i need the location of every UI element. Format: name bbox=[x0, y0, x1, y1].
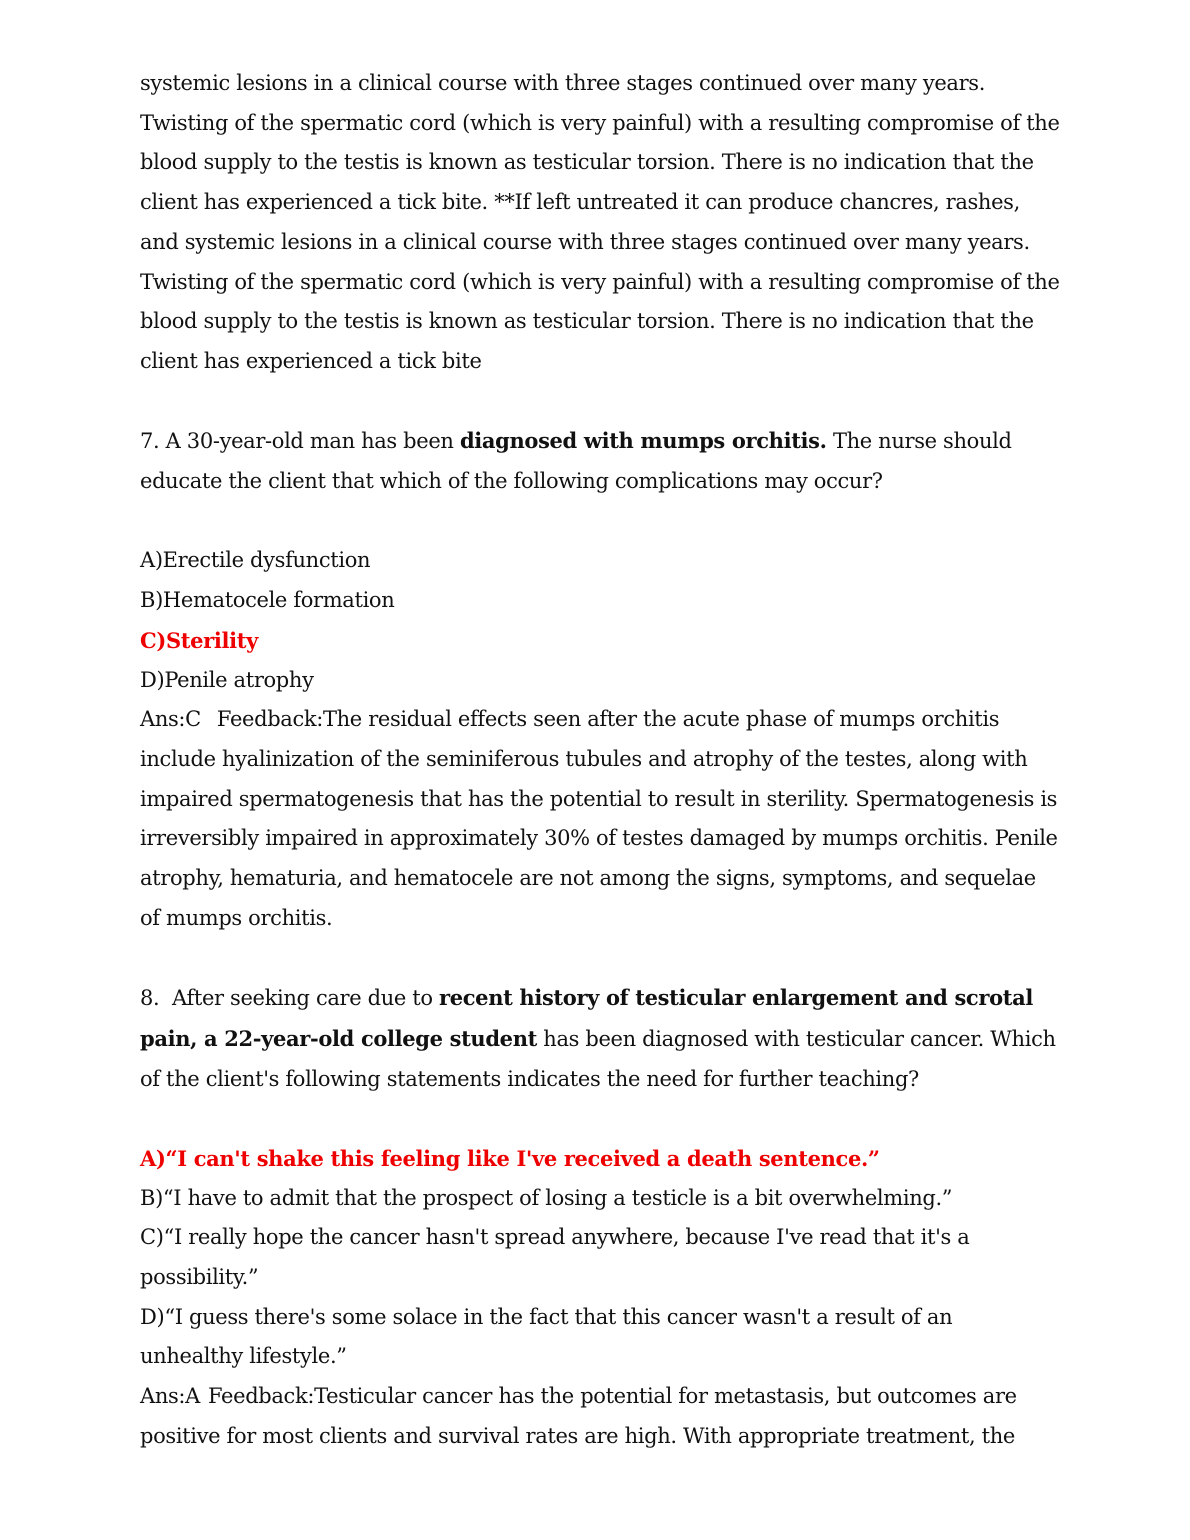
spacer bbox=[140, 502, 1060, 542]
stem-text: has been diagnosed with testicular cancer. Which of the client's following statements indicates the need for further teaching? bbox=[140, 1026, 1056, 1091]
answer-key: Ans:A bbox=[140, 1384, 200, 1409]
continuation-paragraph: systemic lesions in a clinical course with three stages continued over many years. Twisting of the spermatic cord (which is very painful) with a resulting compromise of the blood supply to the testis is known as testicular torsion. There is no indication that the client has experienced a tick bite. **If left untreated it can produce chancres, rashes, and systemic lesions in a clinical course with three stages continued over many years. Twisting of the spermatic cord (which is very painful) with a resulting compromise of the blood supply to the testis is known as testicular torsion. There is no indication that the client has experienced a tick bite bbox=[140, 71, 1060, 373]
question-stem bbox=[140, 421, 1060, 501]
spacer bbox=[140, 382, 1060, 422]
stem-text: After seeking care due to bbox=[159, 986, 440, 1011]
option-c: C)“I really hope the cancer hasn't spread anywhere, because I've read that it's a possibility.” bbox=[140, 1225, 970, 1290]
question-8 bbox=[140, 978, 1060, 1456]
option-c-correct: C)Sterility bbox=[140, 627, 258, 653]
option-a-correct: A)“I can't shake this feeling like I've received a death sentence.” bbox=[140, 1145, 880, 1171]
question-number: 8. bbox=[140, 986, 160, 1011]
question-number: 7. bbox=[140, 429, 160, 454]
stem-text: The nurse should educate the client that which of the following complications may occur? bbox=[140, 429, 1012, 494]
feedback-text: Feedback:The residual effects seen after the acute phase of mumps orchitis include hyalinization of the seminiferous tubules and atrophy of the testes, along with impaired spermatogenesis that has the potential to result in sterility. Spermatogenesis is irreversibly impaired in approximately 30% of testes damaged by mumps orchitis. Penile atrophy, hematuria, and hematocele are not among the signs, symptoms, and sequelae of mumps orchitis. bbox=[140, 707, 1058, 930]
feedback-text: Feedback:Testicular cancer has the potential for metastasis, but outcomes are positive for most clients and survival rates are high. With appropriate treatment, the bbox=[140, 1384, 1017, 1448]
option-d: D)Penile atrophy bbox=[140, 667, 314, 692]
stem-emphasis: diagnosed with mumps orchitis. bbox=[459, 428, 827, 454]
document-page bbox=[140, 64, 1060, 1457]
spacer bbox=[140, 938, 1060, 978]
answer-key: Ans:C bbox=[140, 707, 201, 732]
stem-emphasis: recent history of testicular enlargement and scrotal pain, a 22-year-old college student bbox=[140, 985, 1033, 1051]
answer-feedback bbox=[140, 1377, 1060, 1456]
option-a: A)Erectile dysfunction bbox=[140, 548, 371, 573]
answer-feedback bbox=[140, 700, 1060, 938]
option-b: B)“I have to admit that the prospect of losing a testicle is a bit overwhelming.” bbox=[140, 1185, 953, 1210]
question-7 bbox=[140, 421, 1060, 938]
stem-text: A 30-year-old man has been bbox=[159, 429, 460, 454]
option-d: D)“I guess there's some solace in the fact that this cancer wasn't a result of an unhealthy lifestyle.” bbox=[140, 1304, 953, 1369]
question-stem bbox=[140, 978, 1060, 1099]
spacer bbox=[140, 1099, 1060, 1139]
option-b: B)Hematocele formation bbox=[140, 588, 395, 613]
